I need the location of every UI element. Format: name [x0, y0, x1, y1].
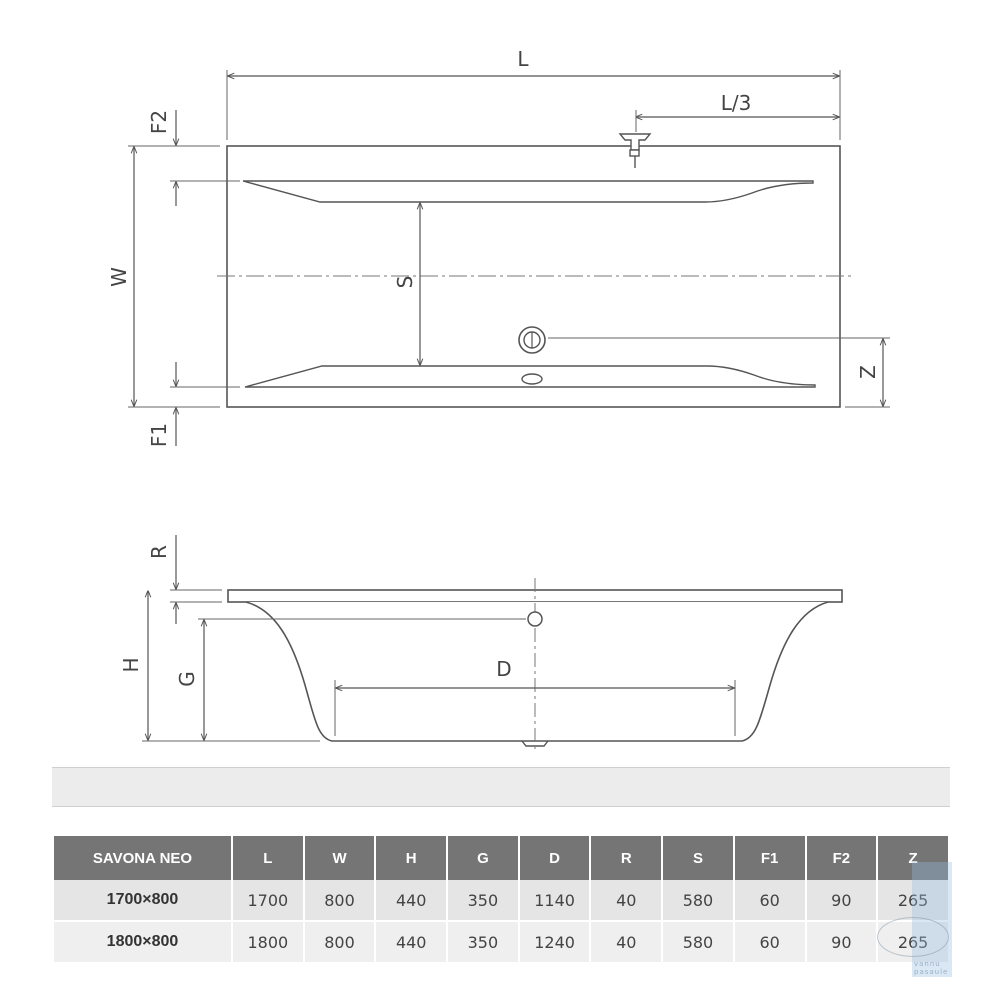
cell-W: 800: [304, 880, 376, 921]
label-R: R: [147, 545, 171, 559]
side-view: [119, 535, 842, 752]
header-F1: F1: [734, 836, 806, 880]
dimensions-table: [54, 836, 950, 964]
header-W: W: [304, 836, 376, 880]
header-L: L: [232, 836, 304, 880]
label-G: G: [175, 671, 199, 687]
cell-W: 800: [304, 921, 376, 963]
cell-H: 440: [375, 880, 447, 921]
cell-S: 580: [662, 880, 734, 921]
overflow-side-icon: [528, 612, 542, 626]
header-R: R: [590, 836, 662, 880]
header-H: H: [375, 836, 447, 880]
label-H: H: [119, 657, 143, 673]
watermark-text: vannu pasaule: [914, 960, 949, 976]
cell-F2: 90: [806, 880, 878, 921]
cell-Z: 265: [877, 921, 949, 963]
cell-D: 1140: [519, 880, 591, 921]
cell-G: 350: [447, 880, 519, 921]
cell-model: 1800×800: [54, 921, 232, 963]
table-header-row: [54, 836, 949, 880]
label-D: D: [496, 657, 512, 681]
header-G: G: [447, 836, 519, 880]
cell-L: 1700: [232, 880, 304, 921]
cell-model: 1700×800: [54, 880, 232, 921]
label-F1: F1: [147, 422, 171, 448]
drain-icon: [519, 327, 545, 353]
header-S: S: [662, 836, 734, 880]
header-Z: Z: [877, 836, 949, 880]
cell-R: 40: [590, 880, 662, 921]
table-row: [54, 880, 949, 921]
cell-D: 1240: [519, 921, 591, 963]
cell-L: 1800: [232, 921, 304, 963]
cell-Z: 265: [877, 880, 949, 921]
cell-R: 40: [590, 921, 662, 963]
table-row: [54, 921, 949, 963]
label-S: S: [393, 275, 417, 289]
label-F2: F2: [147, 109, 171, 135]
cell-F1: 60: [734, 921, 806, 963]
top-view: [107, 47, 890, 447]
cell-G: 350: [447, 921, 519, 963]
overflow-icon: [522, 374, 542, 384]
header-D: D: [519, 836, 591, 880]
header-model: SAVONA NEO: [54, 836, 232, 880]
label-L: L: [517, 47, 529, 71]
cell-F1: 60: [734, 880, 806, 921]
label-L3: L/3: [720, 91, 752, 115]
separator-band: [52, 767, 950, 807]
cell-H: 440: [375, 921, 447, 963]
cell-S: 580: [662, 921, 734, 963]
label-Z: Z: [856, 365, 880, 379]
header-F2: F2: [806, 836, 878, 880]
cell-F2: 90: [806, 921, 878, 963]
label-W: W: [107, 267, 131, 287]
